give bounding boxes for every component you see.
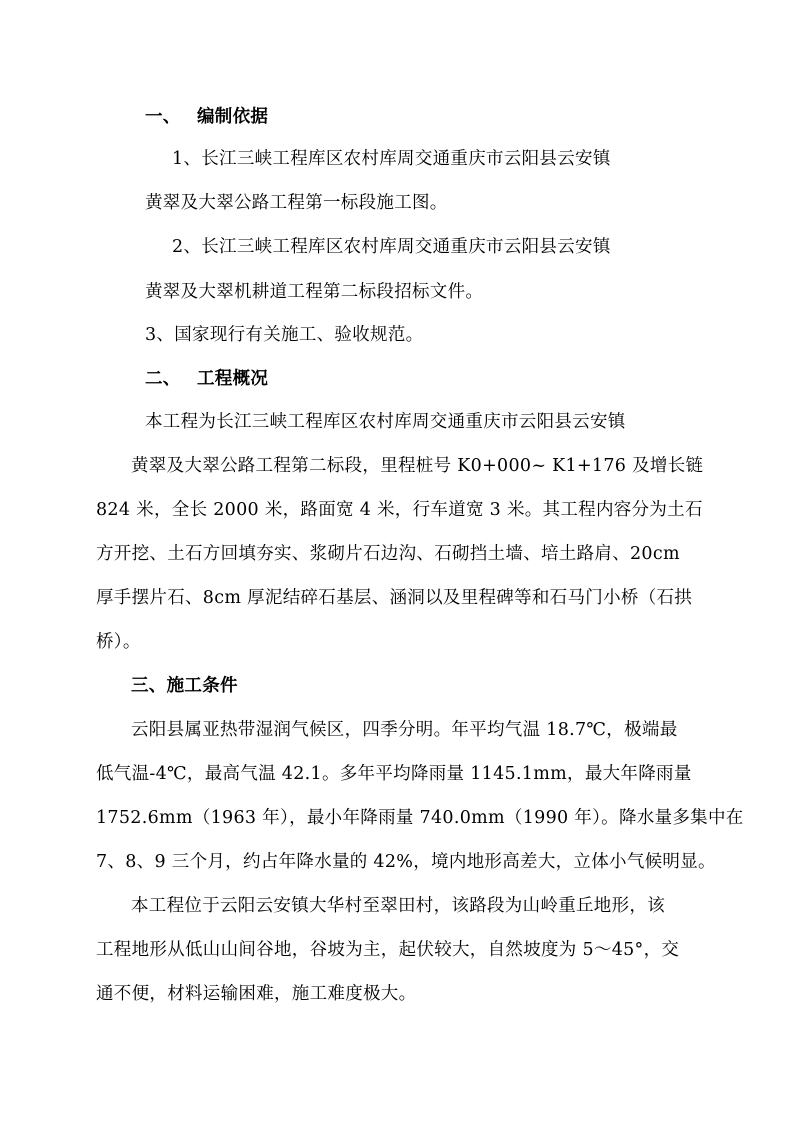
- section1-item3: 3、国家现行有关施工、验收规范。: [145, 325, 424, 345]
- section1-item1-line1: 1、长江三峡工程库区农村库周交通重庆市云阳县云安镇: [172, 149, 611, 169]
- section2-line: 824 米，全长 2000 米，路面宽 4 米，行车道宽 3 米。其工程内容分为土石: [96, 500, 703, 520]
- section1-item1-line2: 黄翠及大翠公路工程第一标段施工图。: [145, 193, 448, 213]
- section3-para1-line: 低气温-4℃，最高气温 42.1。多年平均降雨量 1145.1mm，最大年降雨量: [96, 764, 692, 784]
- section1-item2-line2: 黄翠及大翠机耕道工程第二标段招标文件。: [145, 282, 484, 302]
- section3-para2-line: 通不便，材料运输困难，施工难度极大。: [96, 984, 417, 1004]
- section2-heading-number: 二、: [145, 369, 181, 389]
- section2-heading-title: 工程概况: [197, 369, 269, 389]
- section1-heading: [145, 106, 268, 128]
- section1-heading-title: 编制依据: [197, 107, 269, 127]
- section3-heading: 三、施工条件: [131, 676, 238, 696]
- section3-para2-line: 工程地形从低山山间谷地，谷坡为主，起伏较大，自然坡度为 5～45°，交: [96, 940, 680, 960]
- section1-item2-line1: 2、长江三峡工程库区农村库周交通重庆市云阳县云安镇: [172, 237, 611, 257]
- section2-line: 厚手摆片石、8cm 厚泥结碎石基层、涵洞以及里程碑等和石马门小桥（石拱: [96, 588, 693, 608]
- section3-para1-line: 7、8、9 三个月，约占年降水量的 42%，境内地形高差大，立体小气候明显。: [96, 852, 716, 872]
- section3-para1-line: 云阳县属亚热带湿润气候区，四季分明。年平均气温 18.7℃，极端最: [131, 720, 678, 740]
- section2-heading: [145, 368, 268, 390]
- section3-para1-line: 1752.6mm（1963 年），最小年降雨量 740.0mm（1990 年）。降水量多集中在: [96, 808, 744, 828]
- section3-para2-line: 本工程位于云阳云安镇大华村至翠田村，该路段为山岭重丘地形，该: [131, 896, 665, 916]
- section2-line: 桥）。: [96, 632, 141, 652]
- section1-heading-number: 一、: [145, 107, 181, 127]
- section2-line: 本工程为长江三峡工程库区农村库周交通重庆市云阳县云安镇: [145, 412, 626, 432]
- section2-line: 方开挖、土石方回填夯实、浆砌片石边沟、石砌挡土墙、培土路肩、20cm: [96, 544, 680, 564]
- section2-line: 黄翠及大翠公路工程第二标段，里程桩号 K0+000~ K1+176 及增长链: [131, 456, 704, 476]
